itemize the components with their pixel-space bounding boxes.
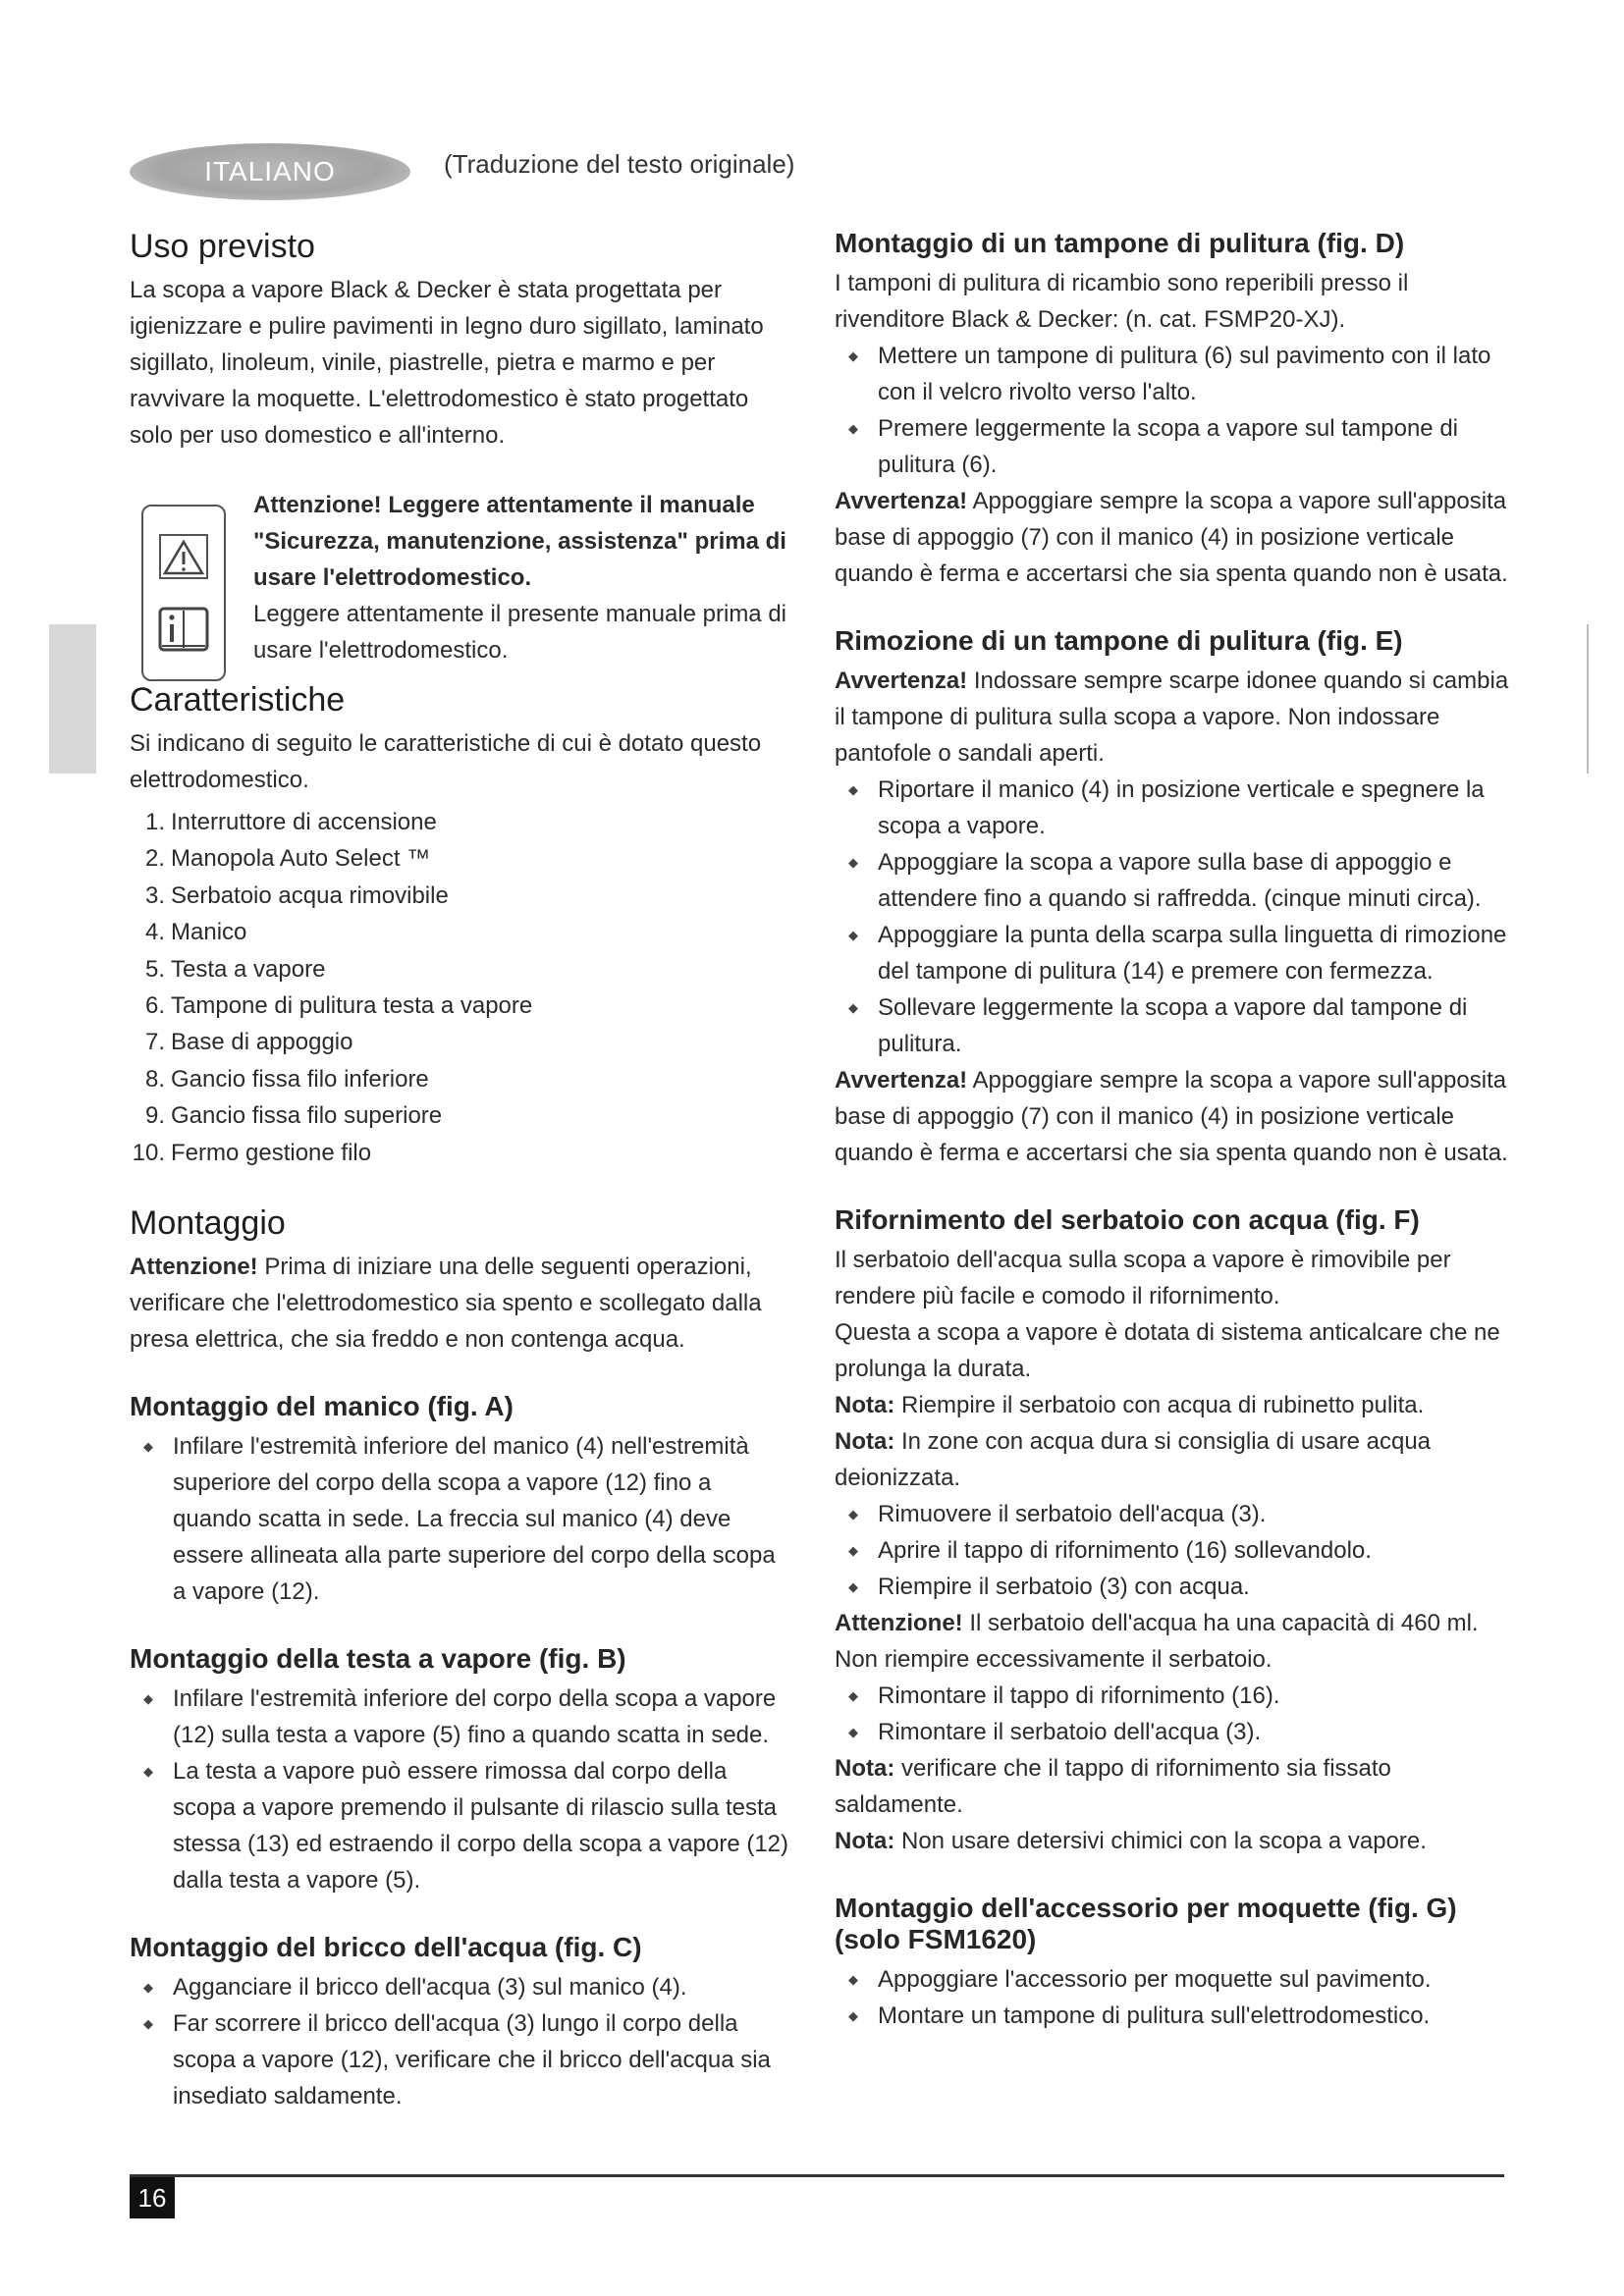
warning-plain-text: Leggere attentamente il presente manuale prima di usare l'elettrodomestico.	[253, 601, 786, 664]
section-carpet-accessory	[835, 1893, 1512, 2034]
list-item: ◆ Rimontare il tappo di rifornimento (16).	[835, 1678, 1512, 1714]
list-item: ◆ Appoggiare la punta della scarpa sulla linguetta di rimozione del tampone di pulitura (14) e premere con fermezza.	[835, 917, 1512, 989]
list-item: 4. Manico	[144, 919, 247, 946]
read-manual-icon	[158, 607, 209, 652]
warning-note: Avvertenza! Appoggiare sempre la scopa a vapore sull'apposita base di appoggio (7) con il manico (4) in posizione verticale quando è ferma e accertarsi che sia spenta quando non è usata.	[835, 488, 1508, 587]
section-title: Uso previsto	[130, 228, 315, 265]
list-item: ◆ Aprire il tappo di rifornimento (16) sollevandolo.	[835, 1532, 1512, 1569]
list-item: ◆ Premere leggermente la scopa a vapore sul tampone di pulitura (6).	[835, 410, 1512, 483]
note: Nota: In zone con acqua dura si consiglia di usare acqua deionizzata.	[835, 1428, 1432, 1491]
warning-note: Attenzione! Il serbatoio dell'acqua ha una capacità di 460 ml. Non riempire eccessivamente il serbatoio.	[835, 1610, 1479, 1673]
bullet-list	[835, 772, 1512, 1062]
section-title: Montaggio di un tampone di pulitura (fig. D)	[835, 228, 1405, 258]
bullet-list	[130, 1969, 793, 2114]
section-water-jug	[130, 1932, 793, 2114]
list-item: ◆ Infilare l'estremità inferiore del corpo della scopa a vapore (12) sulla testa a vapore (5) fino a quando scatta in sede.	[130, 1681, 793, 1753]
warning-text	[253, 487, 793, 681]
list-item: 1. Interruttore di accensione	[144, 809, 437, 835]
right-column	[835, 228, 1512, 2067]
warning-note: Avvertenza! Indossare sempre scarpe idonee quando si cambia il tampone di pulitura sulla scopa a vapore. Non indossare pantofole o sandali aperti.	[835, 667, 1509, 767]
list-item: ◆ Rimuovere il serbatoio dell'acqua (3).	[835, 1496, 1512, 1532]
section-steam-head	[130, 1643, 793, 1898]
section-pad-fitting	[835, 228, 1512, 592]
list-item: ◆ La testa a vapore può essere rimossa dal corpo della scopa a vapore premendo il pulsante di rilascio sulla testa stessa (13) ed estraendo il corpo della scopa a vapore (12) dalla testa a vapore (5).	[130, 1753, 793, 1898]
section-features	[130, 681, 793, 1171]
list-item: ◆ Appoggiare la scopa a vapore sulla base di appoggio e attendere fino a quando si raffredda. (cinque minuti circa).	[835, 844, 1512, 917]
page-number: 16	[130, 2177, 175, 2218]
paragraph: Si indicano di seguito le caratteristiche di cui è dotato questo elettrodomestico.	[130, 730, 762, 793]
paragraph: I tamponi di pulitura di ricambio sono reperibili presso il rivenditore Black & Decker: (n. cat. FSMP20-XJ).	[835, 270, 1409, 333]
features-list	[130, 804, 793, 1171]
section-intended-use	[130, 228, 793, 454]
warning-triangle-icon	[159, 534, 208, 579]
list-item: 10. Fermo gestione filo	[132, 1139, 372, 1166]
language-badge: ITALIANO	[130, 143, 410, 200]
list-item: 8. Gancio fissa filo inferiore	[144, 1065, 429, 1093]
warning-icon-box	[141, 505, 226, 681]
footer-rule	[130, 2174, 1504, 2177]
bullet-list	[835, 1496, 1512, 1605]
paragraph: La scopa a vapore Black & Decker è stata progettata per igienizzare e pulire pavimenti in legno duro sigillato, laminato sigillato, linoleum, vinile, piastrelle, pietra e marmo e per ravvivare la moquette. L'elettrodomestico è stato progettato solo per uso domestico e all'interno.	[130, 277, 764, 449]
list-item: ◆ Sollevare leggermente la scopa a vapore dal tampone di pulitura.	[835, 989, 1512, 1062]
section-refill	[835, 1204, 1512, 1859]
list-item: ◆ Appoggiare l'accessorio per moquette sul pavimento.	[835, 1961, 1512, 1998]
list-item: ◆ Agganciare il bricco dell'acqua (3) sul manico (4).	[130, 1969, 793, 2005]
section-pad-removal	[835, 625, 1512, 1171]
warning-note: Avvertenza! Appoggiare sempre la scopa a vapore sull'apposita base di appoggio (7) con il manico (4) in posizione verticale quando è ferma e accertarsi che sia spenta quando non è usata.	[835, 1067, 1508, 1166]
list-item: 7. Base di appoggio	[144, 1029, 353, 1056]
section-title: Montaggio dell'accessorio per moquette (fig. G) (solo FSM1620)	[835, 1893, 1457, 1954]
list-item: 9. Gancio fissa filo superiore	[144, 1102, 443, 1130]
section-title: Rifornimento del serbatoio con acqua (fig. F)	[835, 1204, 1420, 1235]
bullet-list	[130, 1681, 793, 1898]
section-assembly	[130, 1204, 793, 1358]
bullet-list	[835, 338, 1512, 483]
list-item: ◆ Infilare l'estremità inferiore del manico (4) nell'estremità superiore del corpo della scopa a vapore (12) fino a quando scatta in sede. La freccia sul manico (4) deve essere allineata alla parte superiore del corpo della scopa a vapore (12).	[130, 1428, 793, 1610]
list-item: ◆ Riempire il serbatoio (3) con acqua.	[835, 1569, 1512, 1605]
section-title: Montaggio del bricco dell'acqua (fig. C)	[130, 1932, 642, 1963]
translation-note: (Traduzione del testo originale)	[444, 149, 795, 179]
list-item: ◆ Far scorrere il bricco dell'acqua (3) lungo il corpo della scopa a vapore (12), verificare che il bricco dell'acqua sia insediato saldamente.	[130, 2005, 793, 2114]
list-item: 6. Tampone di pulitura testa a vapore	[144, 992, 533, 1020]
section-title: Montaggio	[130, 1204, 286, 1243]
paragraph: Questa a scopa a vapore è dotata di sistema anticalcare che ne prolunga la durata.	[835, 1319, 1500, 1382]
list-item: 2. Manopola Auto Select ™	[144, 845, 431, 873]
section-title: Caratteristiche	[130, 681, 346, 719]
list-item: ◆ Mettere un tampone di pulitura (6) sul pavimento con il lato con il velcro rivolto verso l'alto.	[835, 338, 1512, 410]
section-title: Rimozione di un tampone di pulitura (fig. E)	[835, 625, 1403, 656]
language-side-tab	[49, 624, 96, 774]
paragraph: Il serbatoio dell'acqua sulla scopa a vapore è rimovibile per rendere più facile e comodo il rifornimento.	[835, 1247, 1451, 1309]
bullet-list	[130, 1428, 793, 1610]
list-item: ◆ Rimontare il serbatoio dell'acqua (3).	[835, 1714, 1512, 1750]
section-title: Montaggio del manico (fig. A)	[130, 1391, 514, 1422]
bullet-list	[835, 1678, 1512, 1750]
list-item: ◆ Montare un tampone di pulitura sull'elettrodomestico.	[835, 1998, 1512, 2034]
note: Nota: verificare che il tappo di rifornimento sia fissato saldamente.	[835, 1755, 1391, 1818]
warning-block	[141, 487, 793, 681]
list-item: ◆ Riportare il manico (4) in posizione verticale e spegnere la scopa a vapore.	[835, 772, 1512, 844]
list-item: 5. Testa a vapore	[144, 955, 326, 983]
note: Nota: Riempire il serbatoio con acqua di rubinetto pulita.	[835, 1392, 1425, 1418]
section-title: Montaggio della testa a vapore (fig. B)	[130, 1643, 626, 1675]
left-column	[130, 228, 793, 2148]
section-handle	[130, 1391, 793, 1610]
warning-bold-text: Attenzione! Leggere attentamente il manuale "Sicurezza, manutenzione, assistenza" prima di usare l'elettrodomestico.	[253, 492, 786, 591]
note: Nota: Non usare detersivi chimici con la scopa a vapore.	[835, 1828, 1427, 1854]
edge-mark	[1587, 624, 1589, 774]
bullet-list	[835, 1961, 1512, 2034]
paragraph: Attenzione! Prima di iniziare una delle seguenti operazioni, verificare che l'elettrodomestico sia spento e scollegato dalla presa elettrica, che sia freddo e non contenga acqua.	[130, 1254, 762, 1354]
list-item: 3. Serbatoio acqua rimovibile	[144, 881, 449, 909]
